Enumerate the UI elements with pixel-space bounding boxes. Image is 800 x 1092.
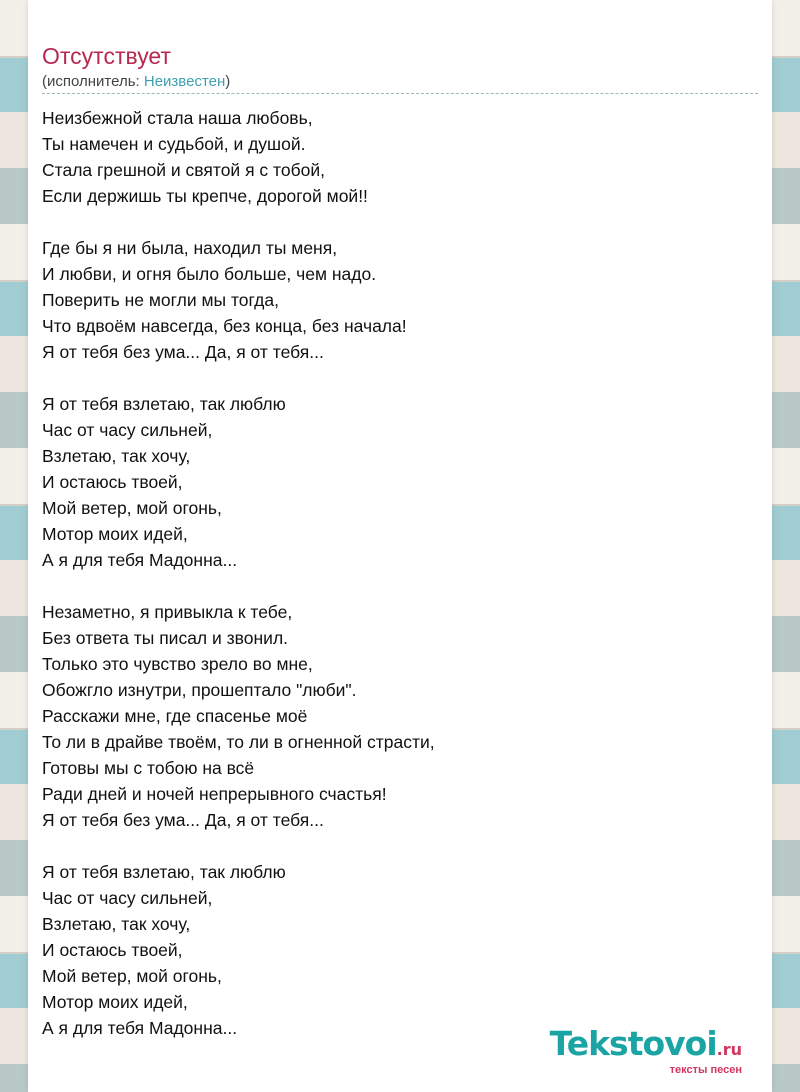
- lyrics-line: Только это чувство зрело во мне,: [42, 654, 313, 674]
- lyrics-line: Мой ветер, мой огонь,: [42, 498, 222, 518]
- lyrics-line: Взлетаю, так хочу,: [42, 446, 191, 466]
- lyrics-line: Мой ветер, мой огонь,: [42, 966, 222, 986]
- lyrics-line: И остаюсь твоей,: [42, 940, 183, 960]
- logo-main-text: Tekstovoi: [549, 1024, 717, 1063]
- lyrics-body: [42, 105, 435, 1041]
- lyrics-line: Если держишь ты крепче, дорогой мой!!: [42, 186, 368, 206]
- logo-tagline: тексты песен: [669, 1064, 742, 1076]
- lyrics-line: То ли в драйве твоём, то ли в огненной страсти,: [42, 732, 435, 752]
- lyrics-line: Ты намечен и судьбой, и душой.: [42, 134, 306, 154]
- lyrics-line: А я для тебя Мадонна...: [42, 550, 238, 570]
- artist-prefix: (исполнитель:: [42, 73, 144, 90]
- logo-tld: .ru: [716, 1040, 742, 1059]
- artist-link[interactable]: Неизвестен: [143, 73, 226, 90]
- lyrics-line: Стала грешной и святой я с тобой,: [42, 160, 325, 180]
- site-logo[interactable]: [550, 1026, 742, 1076]
- lyrics-line: Незаметно, я привыкла к тебе,: [42, 602, 293, 622]
- lyrics-line: Я от тебя взлетаю, так люблю: [42, 394, 286, 414]
- lyrics-stanza: [42, 105, 435, 209]
- lyrics-stanza: [42, 859, 435, 1041]
- header-divider: [42, 93, 758, 94]
- lyrics-line: Я от тебя взлетаю, так люблю: [42, 862, 286, 882]
- lyrics-line: Готовы мы с тобою на всё: [42, 758, 255, 778]
- lyrics-line: Час от часу сильней,: [42, 420, 213, 440]
- lyrics-line: И любви, и огня было больше, чем надо.: [42, 264, 377, 284]
- lyrics-line: Ради дней и ночей непрерывного счастья!: [42, 784, 387, 804]
- lyrics-line: Мотор моих идей,: [42, 992, 188, 1012]
- lyrics-line: Где бы я ни была, находил ты меня,: [42, 238, 338, 258]
- artist-line: [42, 72, 230, 92]
- logo-wordmark: [550, 1026, 742, 1068]
- lyrics-stanza: [42, 599, 435, 833]
- artist-suffix: ): [225, 73, 231, 90]
- lyrics-line: Поверить не могли мы тогда,: [42, 290, 279, 310]
- lyrics-line: Расскажи мне, где спасенье моё: [42, 706, 308, 726]
- song-title: Отсутствует: [42, 43, 171, 69]
- lyrics-line: Взлетаю, так хочу,: [42, 914, 191, 934]
- lyrics-line: Час от часу сильней,: [42, 888, 213, 908]
- lyrics-line: А я для тебя Мадонна...: [42, 1018, 238, 1038]
- lyrics-line: Я от тебя без ума... Да, я от тебя...: [42, 810, 324, 830]
- lyrics-line: Неизбежной стала наша любовь,: [42, 108, 313, 128]
- lyrics-stanza: [42, 391, 435, 573]
- lyrics-stanza: [42, 235, 435, 365]
- lyrics-sheet: [28, 0, 772, 1092]
- lyrics-line: Что вдвоём навсегда, без конца, без начала!: [42, 316, 407, 336]
- lyrics-line: Обожгло изнутри, прошептало "люби".: [42, 680, 357, 700]
- lyrics-line: Без ответа ты писал и звонил.: [42, 628, 289, 648]
- lyrics-line: И остаюсь твоей,: [42, 472, 183, 492]
- lyrics-line: Я от тебя без ума... Да, я от тебя...: [42, 342, 324, 362]
- lyrics-line: Мотор моих идей,: [42, 524, 188, 544]
